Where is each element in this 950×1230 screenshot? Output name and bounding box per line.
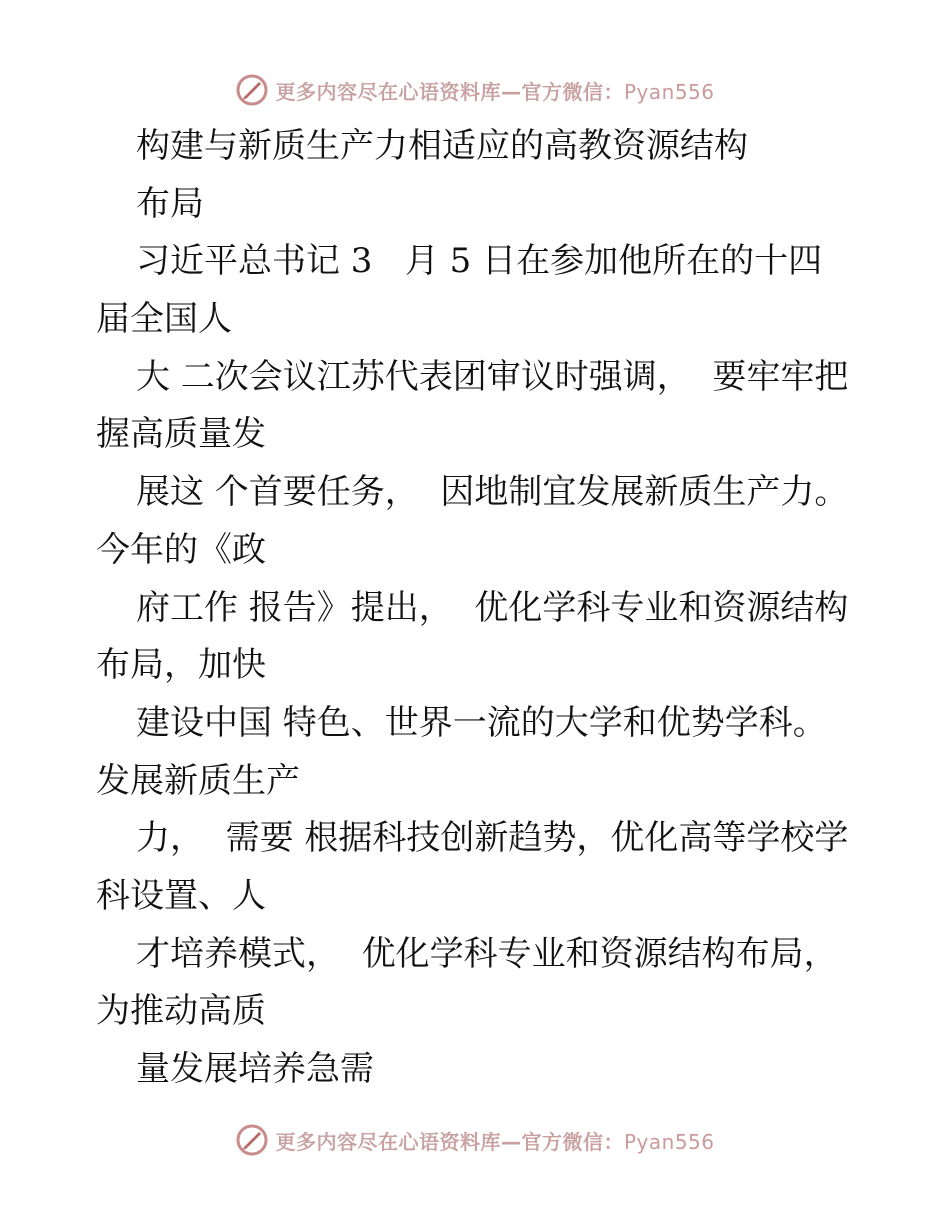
- watermark-message: 更多内容尽在心语资料库—官方微信：: [275, 1129, 624, 1154]
- text-line: 发展新质生产: [96, 760, 300, 801]
- text-line: 习近平总书记 3 月 5 日在参加他所在的十四: [136, 241, 823, 282]
- watermark-text: [275, 1126, 714, 1155]
- text-line: 为推动高质: [96, 991, 266, 1032]
- text-line: 布局: [136, 183, 204, 224]
- watermark-banner-top: [0, 70, 950, 110]
- quill-pen-circle-icon: [235, 73, 269, 107]
- text-line: 府工作 报告》提出， 优化学科专业和资源结构: [136, 587, 849, 628]
- text-line: 今年的《政: [96, 529, 266, 570]
- watermark-text: [275, 76, 714, 105]
- text-line: 握高质量发: [96, 414, 266, 455]
- text-line: 力， 需要 根据科技创新趋势，优化高等学校学: [136, 818, 849, 859]
- text-line: 才培养模式， 优化学科专业和资源结构布局，: [136, 933, 838, 974]
- watermark-handle: Pyan556: [623, 79, 715, 104]
- watermark-handle: Pyan556: [623, 1129, 715, 1154]
- watermark-message: 更多内容尽在心语资料库—官方微信：: [275, 79, 624, 104]
- text-line: 建设中国 特色、世界一流的大学和优势学科。: [136, 702, 827, 743]
- text-line: 量发展培养急需: [136, 1049, 374, 1089]
- text-line: 大 二次会议江苏代表团审议时强调， 要牢牢把: [136, 356, 849, 397]
- text-line: 届全国人: [96, 299, 232, 340]
- quill-pen-circle-icon: [235, 1123, 269, 1157]
- watermark-banner-bottom: [0, 1120, 950, 1160]
- text-line: 展这 个首要任务， 因地制宜发展新质生产力。: [136, 472, 849, 513]
- text-line: 科设置、人: [96, 875, 266, 916]
- text-line: 构建与新质生产力相适应的高教资源结构: [136, 126, 748, 166]
- text-line: 布局，加快: [96, 645, 266, 686]
- document-body: [96, 118, 866, 1099]
